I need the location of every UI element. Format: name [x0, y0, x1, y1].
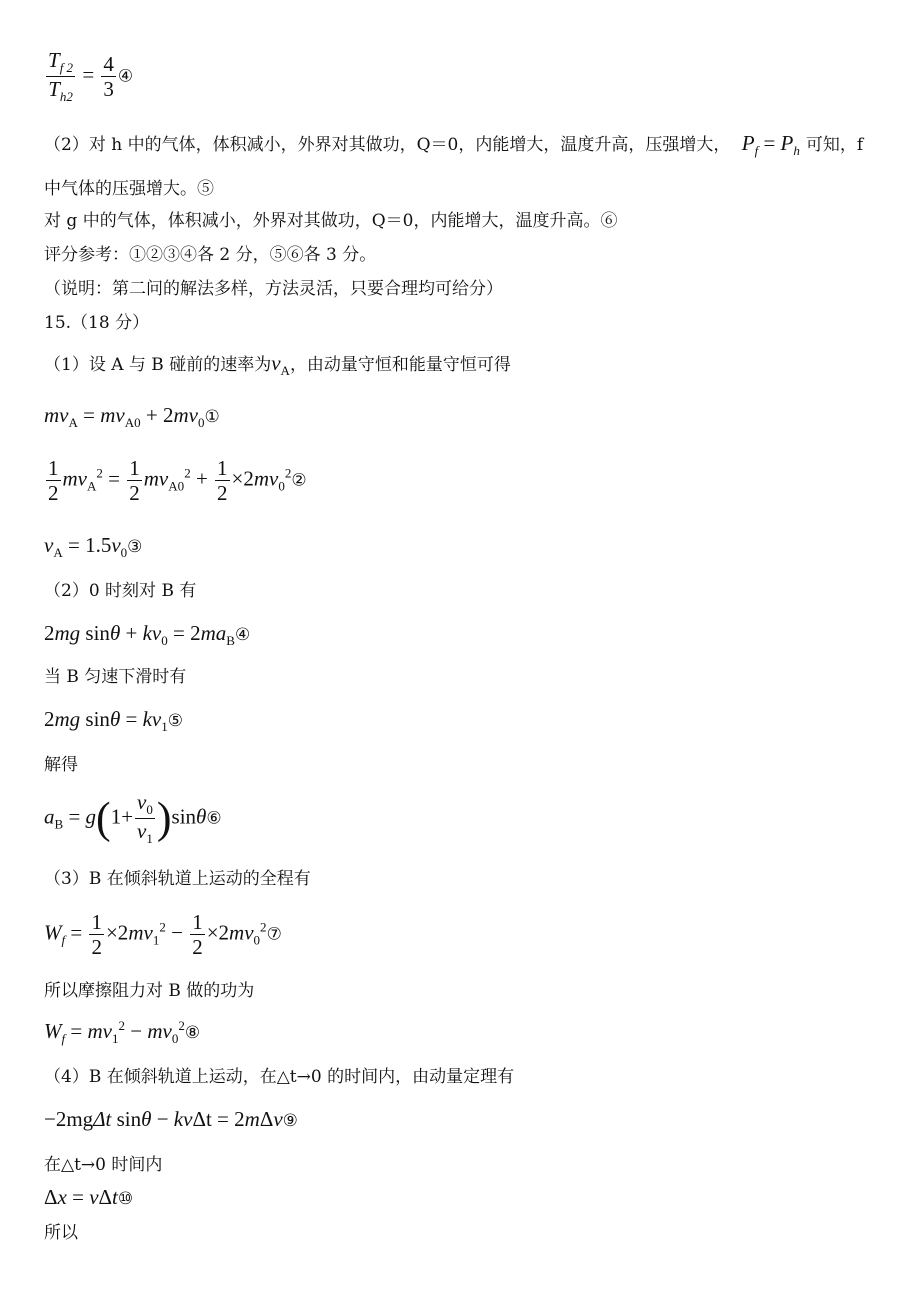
text-part2: （2）对 h 中的气体，体积减小，外界对其做功，Q＝0，内能增大，温度升高，压强增大， [44, 135, 731, 155]
mark-8: ⑧ [184, 1023, 201, 1043]
text-step1: （1）设 A 与 B 碰前的速率为$v_A$，由动量守恒和能量守恒可得 [44, 351, 511, 379]
text-uniform: 当 B 匀速下滑时有 [44, 667, 187, 687]
mark-10: ⑩ [117, 1189, 134, 1209]
paragraph-part2: （2）对 h 中的气体，体积减小，外界对其做功，Q＝0，内能增大，温度升高，压强增大， $P_f = P_h$ 可知，f [44, 131, 864, 159]
equation-acceleration: $a_B = g(1+$ $\frac{v_0}{v_1}$ )sinθ⑥ [44, 790, 222, 847]
text-step4: （4）B 在倾斜轨道上运动，在△t→0 的时间内，由动量定理有 [44, 1067, 515, 1087]
text-step1-tail: ，由动量守恒和能量守恒可得 [289, 355, 511, 375]
text-step1-head: （1）设 A 与 B 碰前的速率为 [44, 355, 272, 375]
text-question15: 15.（18 分） [44, 313, 150, 333]
mark-9: ⑨ [282, 1111, 298, 1131]
mark-4: ④ [117, 66, 134, 87]
equation-momentum: $mv_A = mv_{A0}$ + $2mv_0①$ [44, 403, 220, 431]
mark-4b: ④ [234, 625, 251, 645]
text-part2-cont: 中气体的压强增大。⑤ [44, 179, 214, 199]
text-solve: 解得 [44, 755, 78, 775]
equation-displacement: Δx = vΔt⑩ [44, 1185, 134, 1209]
equation-work-energy: $W_f$ = $\frac{1}{2}$ $\times 2mv_1^2$ − $\frac{1}{2}$ $\times 2mv_0^2⑦$ [44, 910, 282, 960]
equation-temperature-ratio: $\frac{T_{f 2}}{T_{h2}}$ = $\frac{4}{3}$ ④ [48, 48, 134, 105]
text-step2: （2）0 时刻对 B 有 [44, 581, 197, 601]
text-score: 评分参考：①②③④各 2 分，⑤⑥各 3 分。 [44, 245, 377, 265]
equation-uniform: 2mg $\sin\theta = kv_1⑤$ [44, 707, 184, 735]
text-g-gas: 对 g 中的气体，体积减小，外界对其做功，Q＝0，内能增大，温度升高。⑥ [44, 211, 618, 231]
mark-1: ① [204, 407, 220, 427]
text-note: （说明：第二问的解法多样，方法灵活，只要合理均可给分） [44, 279, 503, 299]
equation-velocity-a: $v_A$ = $1.5v_0③$ [44, 533, 143, 561]
mark-5: ⑤ [167, 711, 184, 731]
mark-6: ⑥ [206, 808, 222, 829]
text-friction-work: 所以摩擦阻力对 B 做的功为 [44, 981, 255, 1001]
equation-friction-work: $W_f = mv_1^2$ − $mv_0^2⑧$ [44, 1018, 201, 1047]
text-time-interval: 在△t→0 时间内 [44, 1155, 163, 1175]
mark-3: ③ [127, 537, 143, 557]
text-part2-tail: 可知，f [805, 135, 864, 155]
mark-7: ⑦ [266, 924, 282, 945]
equation-impulse: −2mgΔt sinθ − kvΔt = 2mΔv⑨ [44, 1107, 298, 1131]
equation-newton-b: 2mg $\sin\theta + kv_0$ = $2ma_B④$ [44, 621, 251, 649]
equation-energy: $\frac{1}{2}$ $mv_A^2$ = $\frac{1}{2}$ $mv_{A0}^2$ + $\frac{1}{2}$ $\times 2mv_0^2②$ [48, 456, 307, 506]
mark-2: ② [291, 470, 307, 491]
text-step3: （3）B 在倾斜轨道上运动的全程有 [44, 869, 311, 889]
text-therefore: 所以 [44, 1223, 78, 1243]
